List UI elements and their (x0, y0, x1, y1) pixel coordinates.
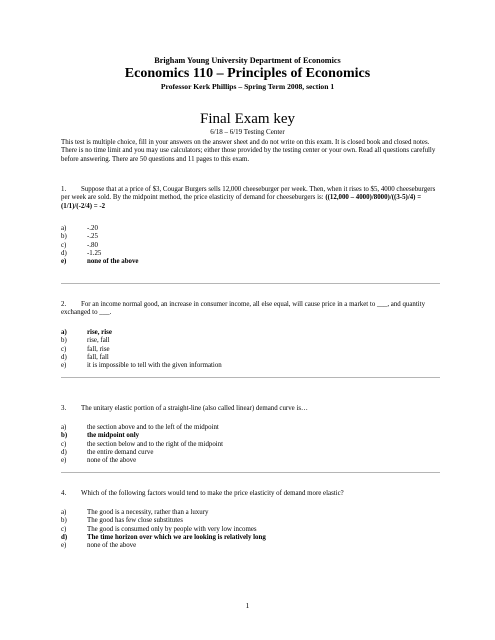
question-number: 2. (61, 301, 67, 308)
option-d: d) the entire demand curve (61, 449, 154, 457)
option-d-correct: d) The time horizon over which we are looking is relatively long (61, 534, 266, 542)
instructions-paragraph: This test is multiple choice, fill in your answers on the answer sheet and do not write on this exam. It is closed book and closed notes. There is no time limit and you may use calculators; either those provided by the testing center or your own. Read all questions carefully before answering. There are 50 questions and 11 pages to this exam. (61, 139, 436, 163)
question-4-options (61, 509, 266, 551)
option-b: b) -.25 (61, 233, 98, 241)
answer-work: ((12,000 – 4000)/8000)/((3-5)/4) = (1/1)/(-2/4) = -2 (61, 194, 422, 210)
question-3 (61, 405, 440, 413)
question-text: The unitary elastic portion of a straight-line (also called linear) demand curve is… (81, 405, 308, 412)
option-c: c) fall, rise (61, 345, 110, 353)
option-e: e) it is impossible to tell with the given information (61, 362, 222, 370)
option-c: c) The good is consumed only by people with very low incomes (61, 525, 257, 533)
department-heading: Brigham Young University Department of Economics (154, 56, 341, 65)
option-e: e) none of the above (61, 542, 137, 550)
question-4 (61, 490, 440, 498)
question-number: 3. (61, 405, 67, 412)
divider (61, 283, 440, 284)
option-a-correct: a) rise, rise (61, 329, 112, 336)
exam-date: 6/18 – 6/19 Testing Center (210, 128, 285, 136)
divider (61, 377, 440, 378)
question-3-options (61, 424, 223, 466)
option-c: c) the section below and to the right of the midpoint (61, 440, 224, 448)
option-a: a) the section above and to the left of the midpoint (61, 424, 219, 431)
option-b: b) rise, fall (61, 337, 110, 345)
question-text: Which of the following factors would tend to make the price elasticity of demand more elastic? (81, 490, 344, 497)
question-number: 4. (61, 490, 67, 497)
question-text: Suppose that at a price of $3, Cougar Burgers sells 12,000 cheeseburger per week. Then, when it rises to $5, 4000 cheeseburgers per week are sold. By the midpoint method, the price elasticity of demand for cheeseburgers is: (61, 186, 436, 202)
page-number: 1 (245, 601, 250, 610)
question-1-options (61, 225, 139, 267)
option-a: a) The good is a necessity, rather than a luxury (61, 509, 209, 516)
option-b: b) The good has few close substitutes (61, 517, 183, 525)
option-b-correct: b) the midpoint only (61, 432, 140, 440)
question-2 (61, 301, 440, 318)
option-d: d) fall, fall (61, 354, 109, 362)
option-e: e) none of the above (61, 457, 137, 465)
course-title: Economics 110 – Principles of Economics (124, 66, 371, 81)
exam-title: Final Exam key (200, 111, 295, 127)
question-text: For an income normal good, an increase in consumer income, all else equal, will cause price in a market to ___, and quantity exchanged to ___. (61, 301, 426, 317)
option-c: c) -.80 (61, 241, 98, 249)
question-2-options (61, 329, 222, 371)
option-e-correct: e) none of the above (61, 258, 139, 266)
divider (61, 472, 440, 473)
question-1 (61, 186, 440, 211)
option-a: a) -.20 (61, 225, 98, 232)
professor-line: Professor Kerk Phillips – Spring Term 2008, section 1 (160, 82, 335, 91)
question-number: 1. (61, 186, 67, 193)
option-d: d) -1.25 (61, 250, 102, 258)
